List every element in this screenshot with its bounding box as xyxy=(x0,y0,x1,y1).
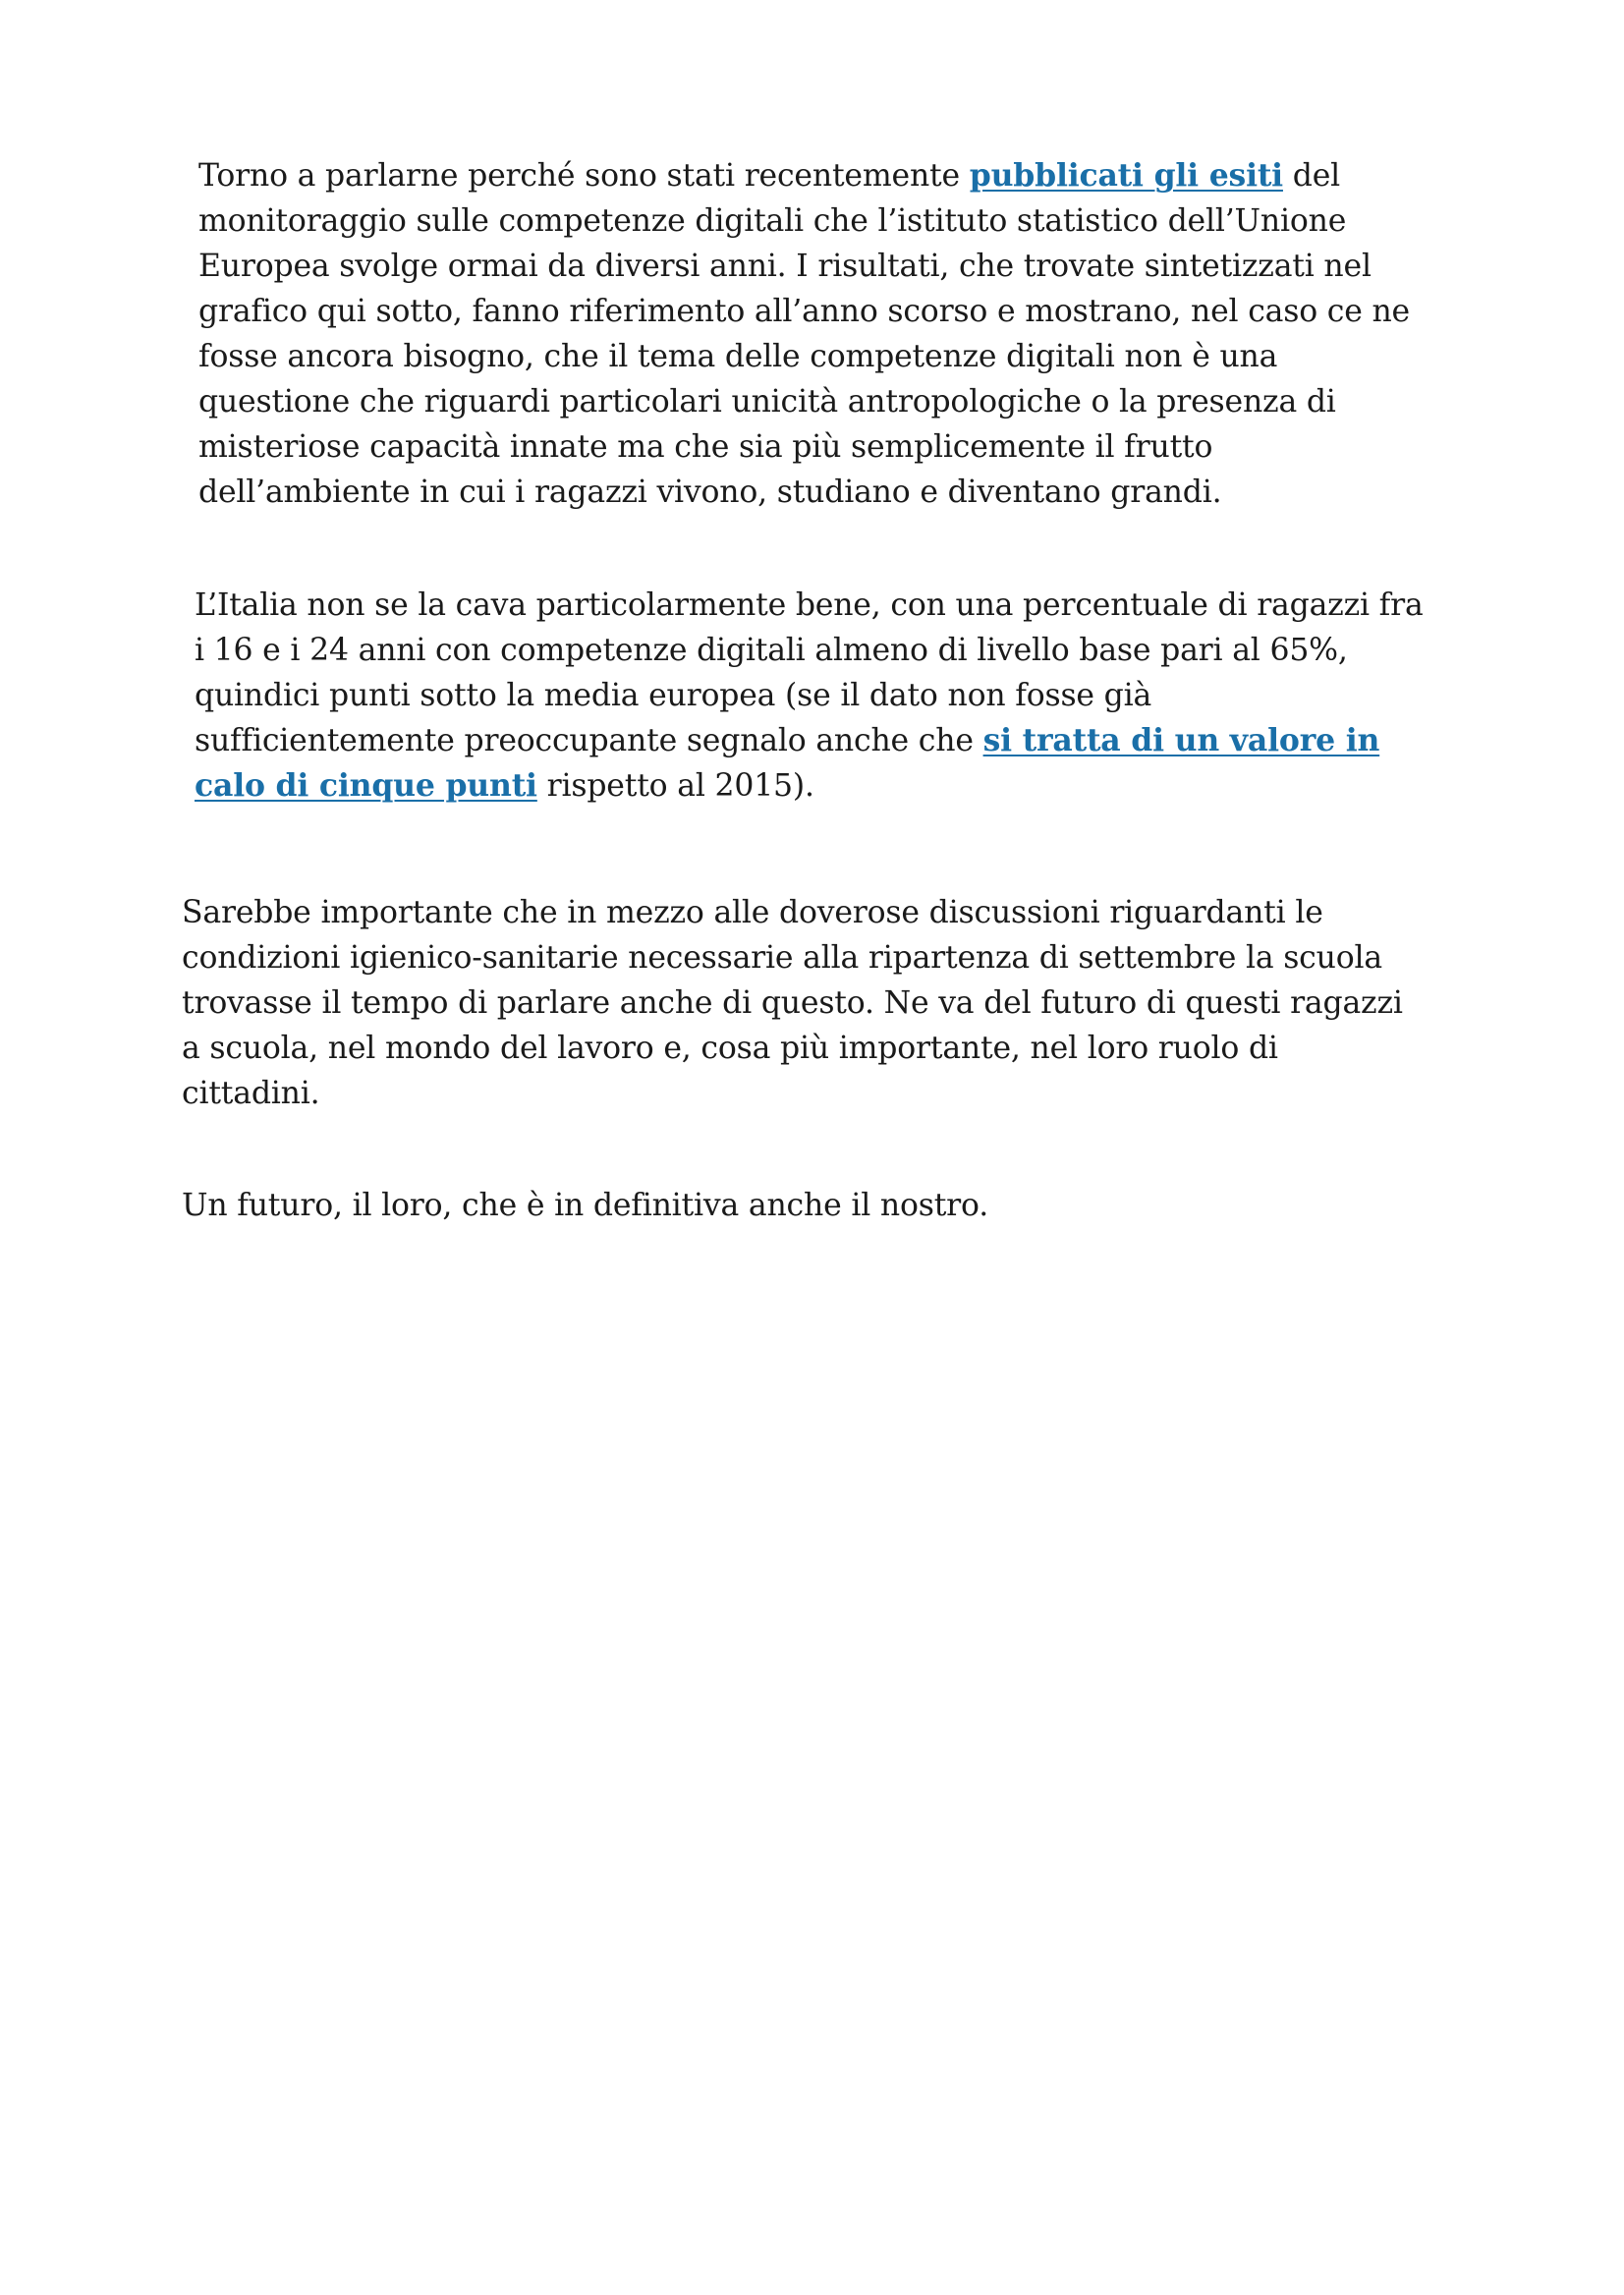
paragraph-4 xyxy=(182,1183,988,1228)
paragraph-2-line-4 xyxy=(195,718,1424,763)
paragraph-3-line-3: trovasse il tempo di parlare anche di questo. Ne va del futuro di questi ragazzi xyxy=(182,985,1403,1021)
link-pubblicati-gli-esiti[interactable]: pubblicati gli esiti xyxy=(969,157,1283,194)
paragraph-2-line-5 xyxy=(195,763,1424,809)
paragraph-1 xyxy=(198,153,1410,515)
paragraph-1-line-1-text: Torno a parlarne perché sono stati recentemente xyxy=(198,158,970,194)
paragraph-3-line-2: condizioni igienico-sanitarie necessarie alla ripartenza di settembre la scuola xyxy=(182,940,1382,976)
paragraph-1-line-3: Europea svolge ormai da diversi anni. I risultati, che trovate sintetizzati nel xyxy=(198,249,1372,284)
paragraph-3-line-4: a scuola, nel mondo del lavoro e, cosa più importante, nel loro ruolo di xyxy=(182,1031,1278,1066)
paragraph-1-line-7: misteriose capacità innate ma che sia più semplicemente il frutto xyxy=(198,429,1213,465)
paragraph-3-line-5: cittadini. xyxy=(182,1076,320,1111)
paragraph-2-line-2: i 16 e i 24 anni con competenze digitali almeno di livello base pari al 65%, xyxy=(195,633,1348,668)
paragraph-2-line-1: L’Italia non se la cava particolarmente bene, con una percentuale di ragazzi fra xyxy=(195,588,1424,623)
link-valore-in-calo-part-2[interactable]: calo di cinque punti xyxy=(195,767,537,804)
paragraph-2-line-4-text: sufficientemente preoccupante segnalo anche che xyxy=(195,723,983,758)
paragraph-2 xyxy=(195,583,1424,809)
paragraph-2-line-5-tail: rispetto al 2015). xyxy=(536,768,814,804)
paragraph-4-line-1: Un futuro, il loro, che è in definitiva anche il nostro. xyxy=(182,1188,989,1223)
paragraph-1-line-6: questione che riguardi particolari unicità antropologiche o la presenza di xyxy=(198,384,1336,420)
paragraph-3 xyxy=(182,890,1403,1116)
paragraph-1-line-8: dell’ambiente in cui i ragazzi vivono, studiano e diventano grandi. xyxy=(198,475,1222,510)
paragraph-1-line-1-tail: del xyxy=(1282,158,1341,194)
paragraph-1-line-4: grafico qui sotto, fanno riferimento all’anno scorso e mostrano, nel caso ce ne xyxy=(198,294,1411,329)
link-valore-in-calo-part-1[interactable]: si tratta di un valore in xyxy=(982,722,1380,758)
paragraph-1-line-5: fosse ancora bisogno, che il tema delle competenze digitali non è una xyxy=(198,339,1278,374)
paragraph-3-line-1: Sarebbe importante che in mezzo alle doverose discussioni riguardanti le xyxy=(182,895,1323,930)
paragraph-1-line-2: monitoraggio sulle competenze digitali che l’istituto statistico dell’Unione xyxy=(198,203,1347,239)
paragraph-2-line-3: quindici punti sotto la media europea (se il dato non fosse già xyxy=(195,678,1152,713)
paragraph-1-line-1 xyxy=(198,153,1410,198)
